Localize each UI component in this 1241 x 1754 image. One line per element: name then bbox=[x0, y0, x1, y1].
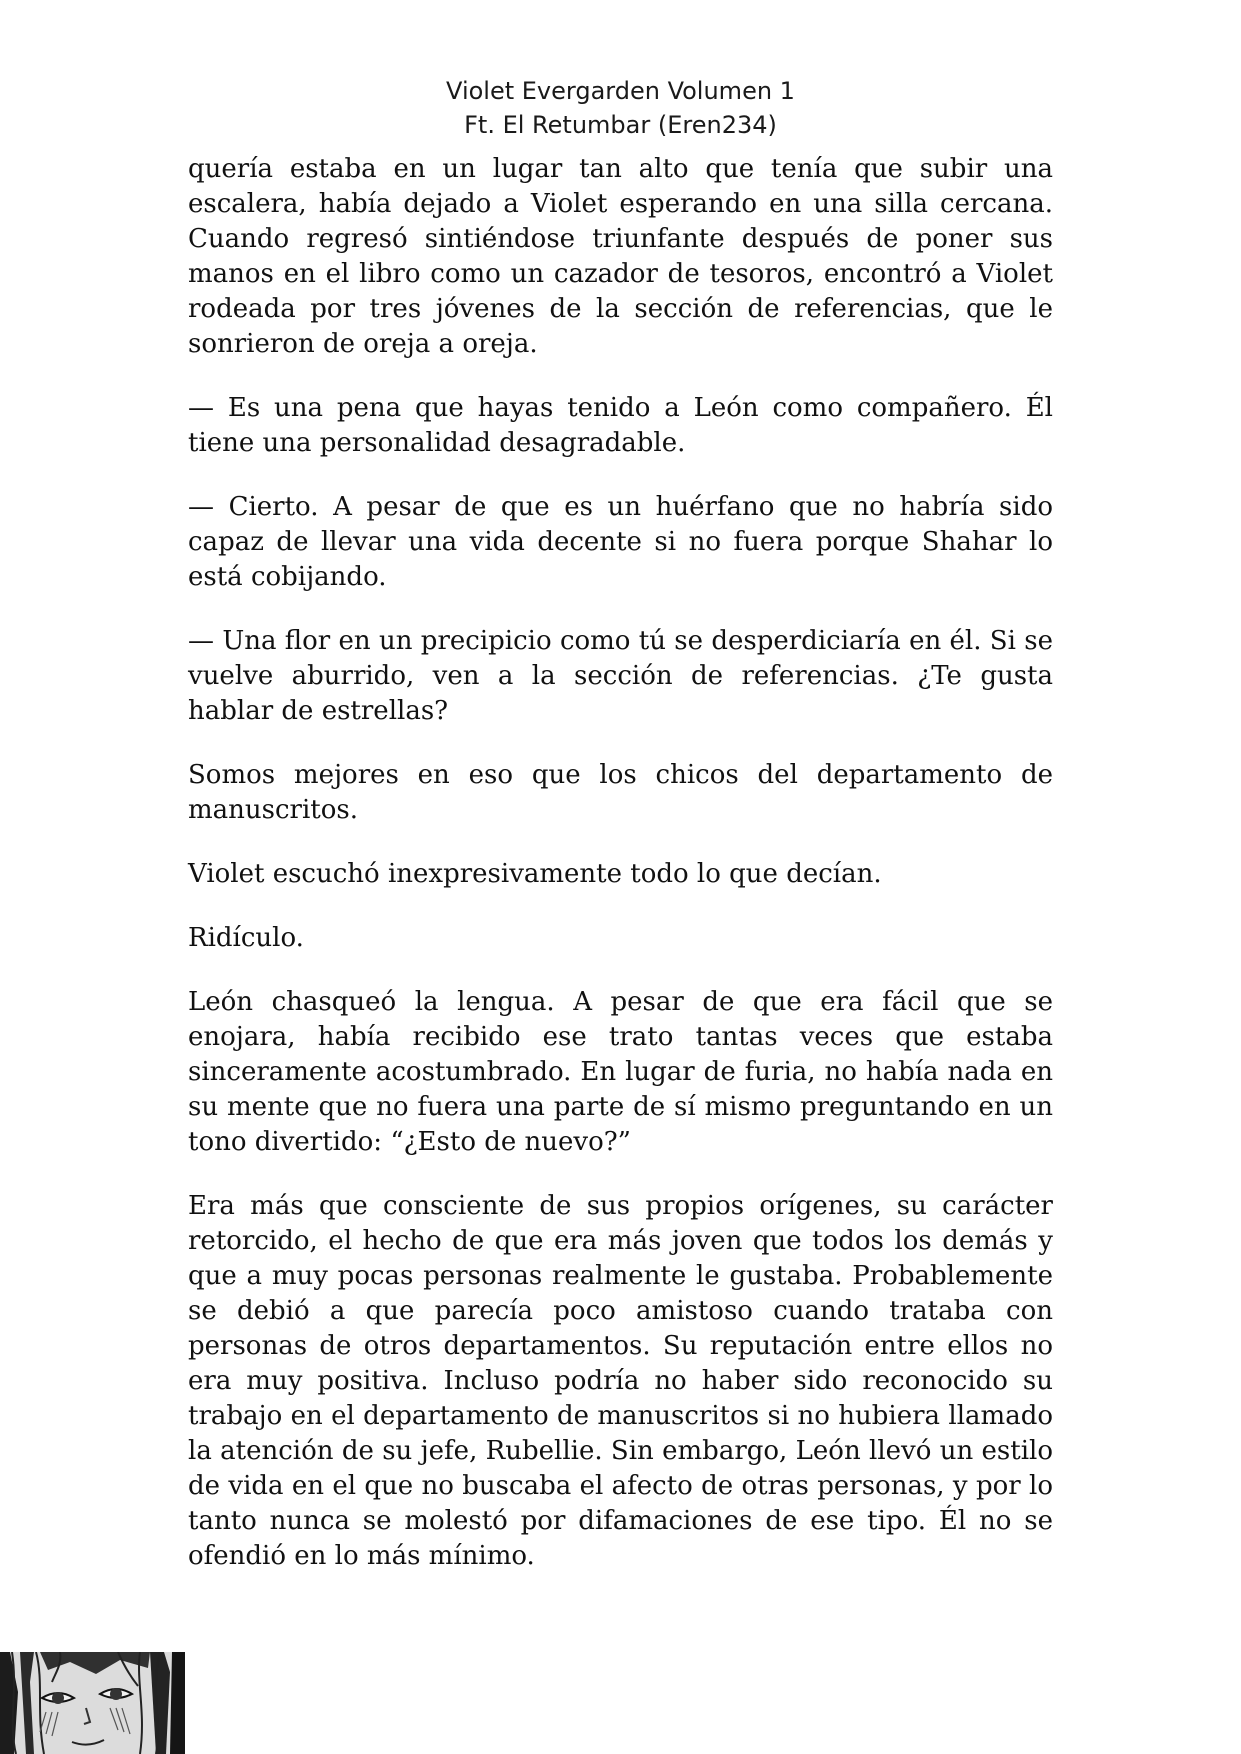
illustration-drawing bbox=[0, 1652, 185, 1754]
page-body bbox=[188, 152, 1053, 1603]
paragraph: Era más que consciente de sus propios orígenes, su carácter retorcido, el hecho de que era más joven que todos los demás y que a muy pocas personas realmente le gustaba. Probablemente se debió a que parecía poco amistoso cuando trataba con personas de otros departamentos. Su reputación entre ellos no era muy positiva. Incluso podría no haber sido reconocido su trabajo en el departamento de manuscritos si no hubiera llamado la atención de su jefe, Rubellie. Sin embargo, León llevó un estilo de vida en el que no buscaba el afecto de otras personas, y por lo tanto nunca se molestó por difamaciones de ese tipo. Él no se ofendió en lo más mínimo. bbox=[188, 1191, 1053, 1571]
paragraph: Somos mejores en eso que los chicos del departamento de manuscritos. bbox=[188, 760, 1053, 825]
paragraph: Ridículo. bbox=[188, 923, 304, 953]
paragraph: León chasqueó la lengua. A pesar de que era fácil que se enojara, había recibido ese trato tantas veces que estaba sinceramente acostumbrado. En lugar de furia, no había nada en su mente que no fuera una parte de sí mismo preguntando en un tono divertido: “¿Esto de nuevo?” bbox=[188, 987, 1053, 1157]
paragraph: — Una flor en un precipicio como tú se desperdiciaría en él. Si se vuelve aburrido, ven a la sección de referencias. ¿Te gusta hablar de estrellas? bbox=[188, 626, 1053, 726]
paragraph: — Es una pena que hayas tenido a León como compañero. Él tiene una personalidad desagradable. bbox=[188, 393, 1053, 458]
page-header bbox=[0, 74, 1241, 142]
header-title: Violet Evergarden Volumen 1 bbox=[446, 77, 795, 105]
paragraph: Violet escuchó inexpresivamente todo lo que decían. bbox=[188, 859, 882, 889]
manga-face-illustration bbox=[0, 1652, 185, 1754]
paragraph: quería estaba en un lugar tan alto que tenía que subir una escalera, había dejado a Violet esperando en una silla cercana. Cuando regresó sintiéndose triunfante después de poner sus manos en el libro como un cazador de tesoros, encontró a Violet rodeada por tres jóvenes de la sección de referencias, que le sonrieron de oreja a oreja. bbox=[188, 154, 1053, 359]
paragraph: — Cierto. A pesar de que es un huérfano que no habría sido capaz de llevar una vida decente si no fuera porque Shahar lo está cobijando. bbox=[188, 492, 1053, 592]
header-credit: Ft. El Retumbar (Eren234) bbox=[464, 111, 777, 139]
